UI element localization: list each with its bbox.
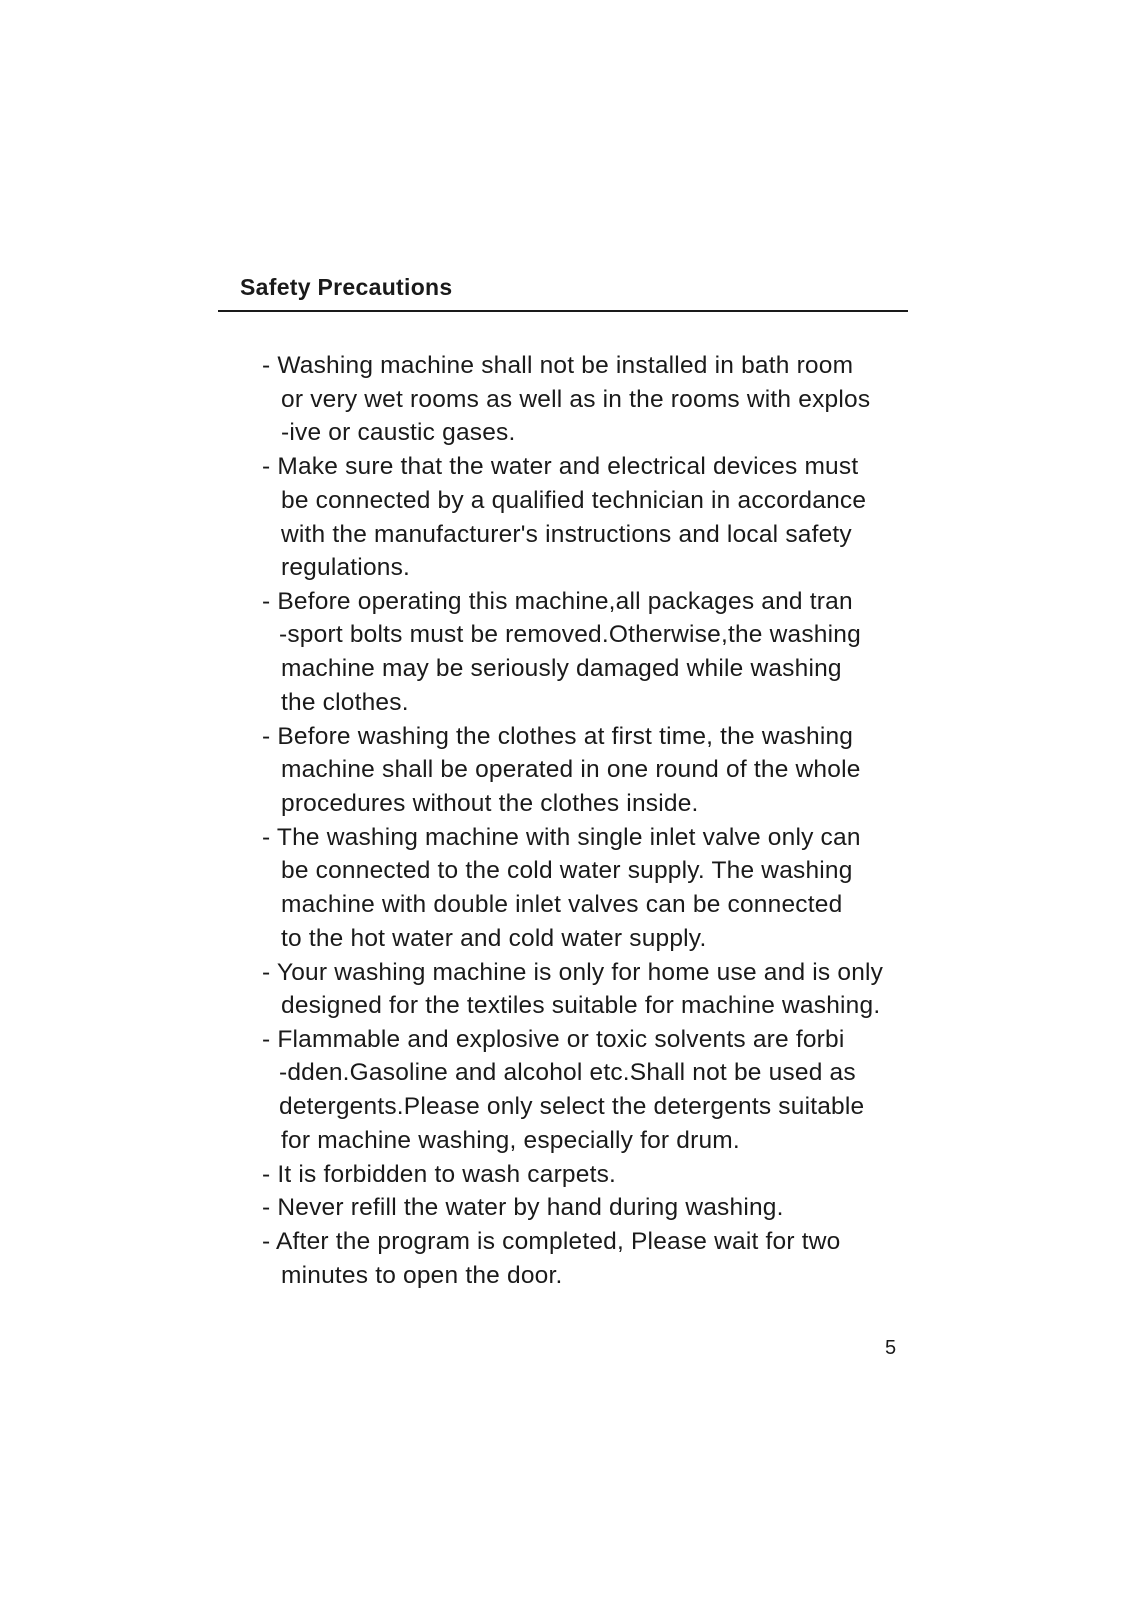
text-line: to the hot water and cold water supply.	[281, 925, 707, 952]
text-line: procedures without the clothes inside.	[281, 790, 699, 817]
section-title: Safety Precautions	[240, 274, 453, 300]
text-line: - After the program is completed, Please wait for two	[262, 1228, 841, 1255]
text-line: be connected by a qualified technician in accordance	[281, 487, 867, 514]
text-line: - Your washing machine is only for home use and is only	[262, 959, 884, 986]
text-line: designed for the textiles suitable for machine washing.	[281, 992, 881, 1019]
text-line: - Make sure that the water and electrical devices must	[262, 453, 859, 480]
title-divider	[218, 310, 908, 312]
text-line: - Washing machine shall not be installed in bath room	[262, 352, 854, 379]
text-line: - Never refill the water by hand during washing.	[262, 1194, 784, 1221]
text-line: -dden.Gasoline and alcohol etc.Shall not be used as	[279, 1059, 856, 1086]
text-line: detergents.Please only select the detergents suitable	[279, 1093, 865, 1120]
text-line: - Before operating this machine,all packages and tran	[262, 588, 853, 615]
text-line: - Flammable and explosive or toxic solvents are forbi	[262, 1026, 845, 1053]
text-line: machine may be seriously damaged while washing	[281, 655, 842, 682]
text-line: machine shall be operated in one round of the whole	[281, 756, 861, 783]
text-line: machine with double inlet valves can be connected	[281, 891, 843, 918]
page-number: 5	[885, 1337, 897, 1359]
text-line: the clothes.	[281, 689, 409, 716]
text-line: minutes to open the door.	[281, 1262, 563, 1289]
text-line: for machine washing, especially for drum.	[281, 1127, 740, 1154]
text-line: -ive or caustic gases.	[281, 419, 516, 446]
text-line: be connected to the cold water supply. The washing	[281, 857, 853, 884]
text-line: - It is forbidden to wash carpets.	[262, 1161, 617, 1188]
text-line: -sport bolts must be removed.Otherwise,the washing	[279, 621, 861, 648]
text-line: - The washing machine with single inlet valve only can	[262, 824, 861, 851]
text-line: with the manufacturer's instructions and local safety	[281, 521, 852, 548]
text-line: regulations.	[281, 554, 411, 581]
text-line: or very wet rooms as well as in the rooms with explos	[281, 386, 871, 413]
text-line: - Before washing the clothes at first time, the washing	[262, 723, 854, 750]
